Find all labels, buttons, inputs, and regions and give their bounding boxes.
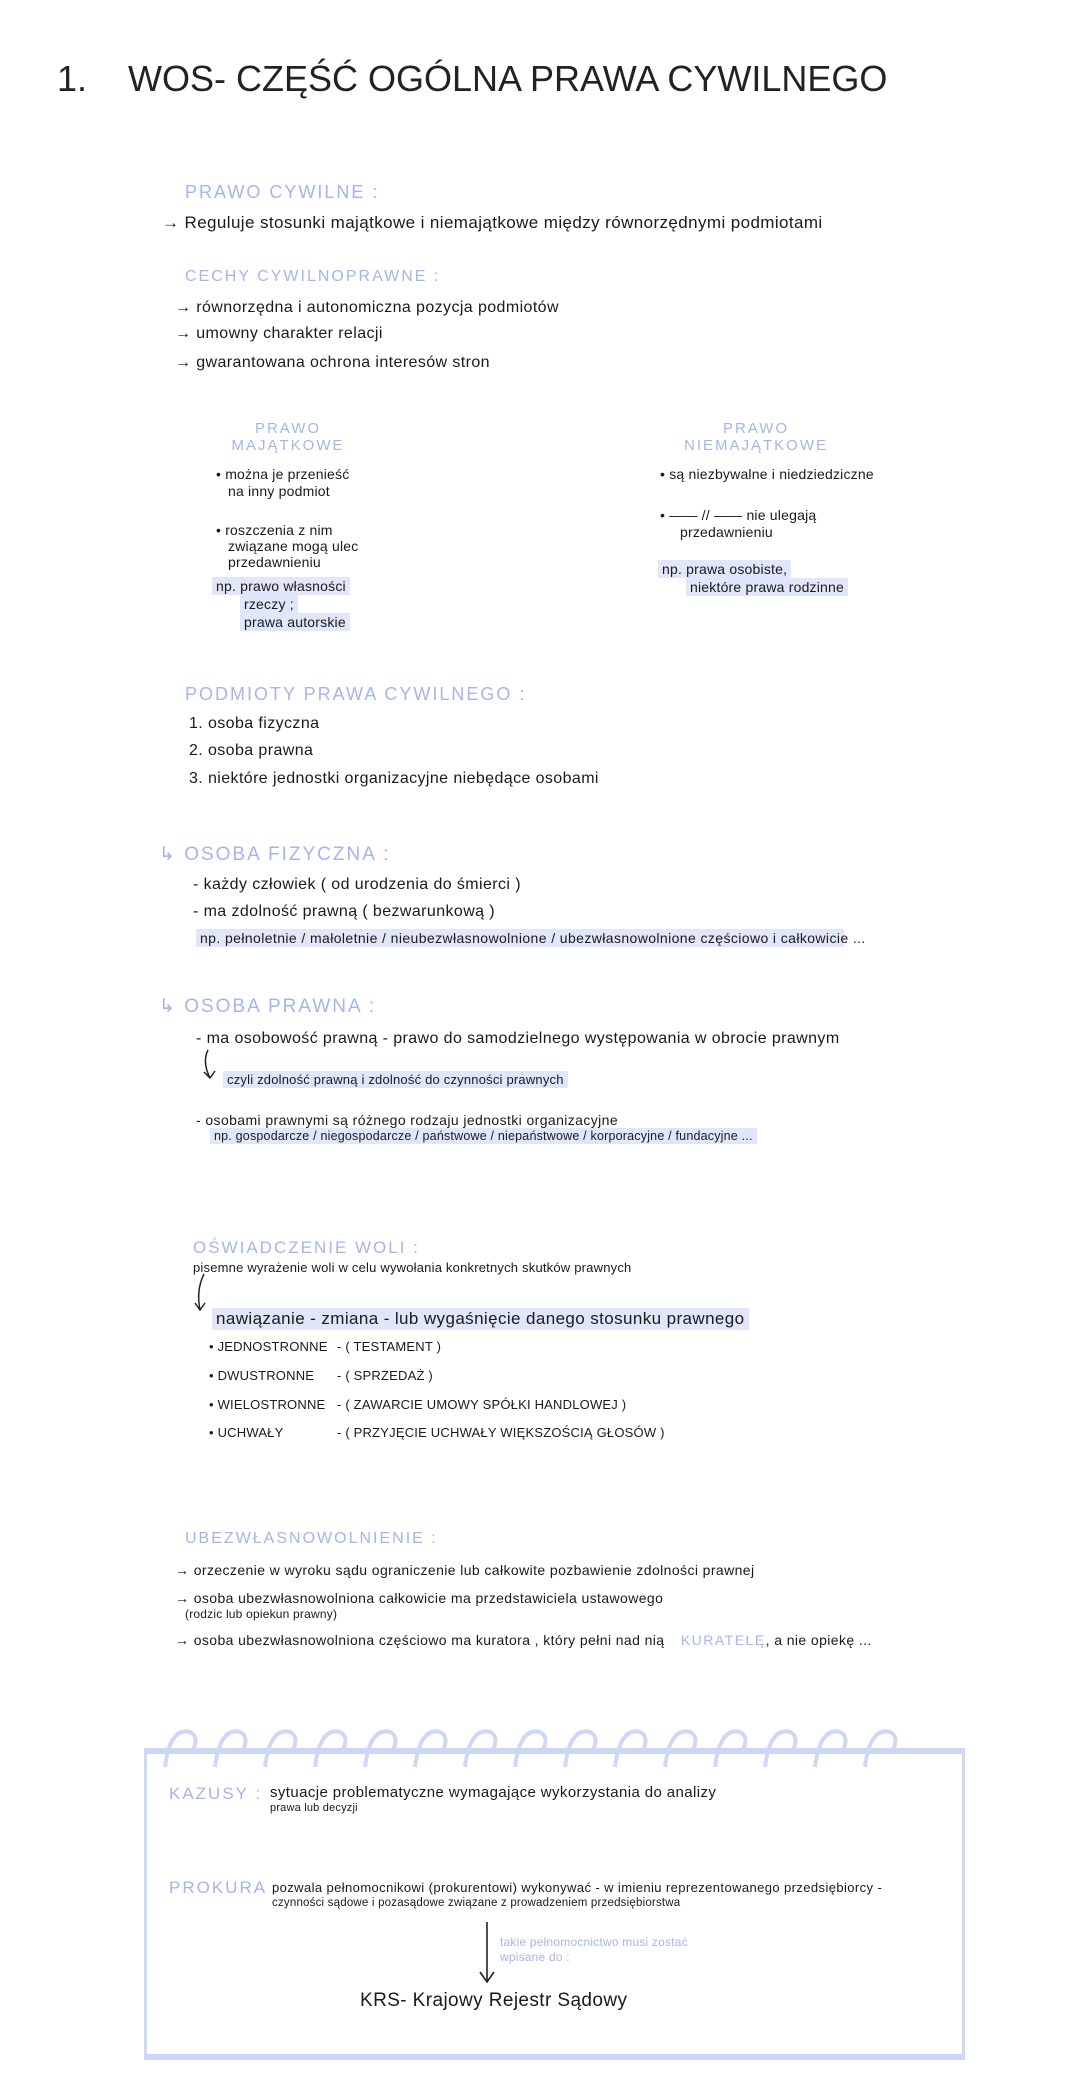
type-name: • UCHWAŁY bbox=[209, 1425, 284, 1440]
heading-osoba-prawna: ↳ OSOBA PRAWNA : bbox=[159, 996, 377, 1017]
list-item bbox=[175, 1632, 872, 1648]
list-item-sub: (rodzic lub opiekun prawny) bbox=[185, 1607, 338, 1621]
example-text: rzeczy ; bbox=[240, 595, 298, 613]
bullet-text: związane mogą ulec bbox=[228, 538, 359, 554]
down-arrow-icon bbox=[478, 1920, 496, 1986]
type-example: - ( PRZYJĘCIE UCHWAŁY WIĘKSZOŚCIĄ GŁOSÓW ) bbox=[337, 1425, 665, 1440]
item-text: , a nie opiekę ... bbox=[765, 1632, 872, 1648]
note-text: takie pełnomocnictwo musi zostać bbox=[500, 1935, 688, 1949]
example-text: niektóre prawa rodzinne bbox=[686, 578, 848, 596]
type-name: • DWUSTRONNE bbox=[209, 1368, 315, 1383]
example-text: np. prawa osobiste, bbox=[658, 560, 791, 578]
list-item: - ma osobowość prawną - prawo do samodzielnego występowania w obrocie prawnym bbox=[196, 1030, 840, 1047]
curved-arrow-icon bbox=[200, 1048, 224, 1084]
list-item: → umowny charakter relacji bbox=[175, 325, 383, 342]
heading-majatkowe-2: MAJĄTKOWE bbox=[231, 437, 345, 454]
example-text: prawa autorskie bbox=[240, 613, 350, 631]
bullet-text: na inny podmiot bbox=[228, 483, 330, 499]
prokura-subtext: czynności sądowe i pozasądowe związane z prowadzeniem przedsiębiorstwa bbox=[272, 1897, 681, 1909]
effect-text: nawiązanie - zmiana - lub wygaśnięcie danego stosunku prawnego bbox=[212, 1308, 749, 1330]
heading-osoba-fizyczna: ↳ OSOBA FIZYCZNA : bbox=[159, 844, 391, 865]
heading-oswiadczenie: OŚWIADCZENIE WOLI : bbox=[193, 1238, 420, 1257]
prokura-label: PROKURA : bbox=[169, 1878, 280, 1897]
heading-ubezwlasnowolnienie: UBEZWŁASNOWOLNIENIE : bbox=[185, 1530, 438, 1547]
list-item: - osobami prawnymi są różnego rodzaju jednostki organizacyjne bbox=[196, 1112, 619, 1128]
type-name: • WIELOSTRONNE bbox=[209, 1397, 326, 1412]
example-text: np. prawo własności bbox=[212, 577, 350, 595]
highlight-word: KURATELĘ bbox=[680, 1632, 766, 1648]
bullet-text: przedawnieniu bbox=[228, 554, 321, 570]
list-item: → gwarantowana ochrona interesów stron bbox=[175, 354, 490, 371]
note-text: wpisane do : bbox=[500, 1950, 570, 1964]
kazusy-subtext: prawa lub decyzji bbox=[270, 1802, 358, 1814]
heading-niemajatkowe-2: NIEMAJĄTKOWE bbox=[683, 437, 829, 454]
example-text: np. pełnoletnie / małoletnie / nieubezwłasnowolnione / ubezwłasnowolnione częściowo i całkowicie ... bbox=[196, 929, 844, 947]
definition-prawo-cywilne: → Reguluje stosunki majątkowe i niemajątkowe między równorzędnymi podmiotami bbox=[162, 213, 823, 232]
explanation-text: czyli zdolność prawną i zdolność do czynności prawnych bbox=[223, 1071, 568, 1088]
heading-cechy: CECHY CYWILNOPRAWNE : bbox=[185, 268, 441, 285]
type-example: - ( SPRZEDAŻ ) bbox=[337, 1368, 433, 1383]
heading-niemajatkowe-1: PRAWO bbox=[722, 420, 790, 437]
list-item: 1. osoba fizyczna bbox=[189, 715, 320, 732]
kazusy-text: sytuacje problematyczne wymagające wykorzystania do analizy bbox=[270, 1784, 717, 1801]
bullet-text: • są niezbywalne i niedziedziczne bbox=[660, 466, 874, 482]
type-example: - ( ZAWARCIE UMOWY SPÓŁKI HANDLOWEJ ) bbox=[337, 1397, 627, 1412]
bullet-text: • można je przenieść bbox=[216, 466, 350, 482]
type-name: • JEDNOSTRONNE bbox=[209, 1339, 328, 1354]
kazusy-label: KAZUSY : bbox=[169, 1784, 263, 1803]
heading-podmioty: PODMIOTY PRAWA CYWILNEGO : bbox=[185, 684, 527, 704]
type-example: - ( TESTAMENT ) bbox=[337, 1339, 442, 1354]
heading-prawo-cywilne: PRAWO CYWILNE : bbox=[185, 182, 380, 202]
heading-majatkowe-1: PRAWO bbox=[254, 420, 322, 437]
item-text: → osoba ubezwłasnowolniona częściowo ma kuratora , który pełni nad nią bbox=[175, 1632, 665, 1648]
bullet-text: • —— // —— nie ulegają bbox=[660, 507, 817, 523]
page-title: WOS- CZĘŚĆ OGÓLNA PRAWA CYWILNEGO bbox=[128, 58, 888, 99]
example-text: np. gospodarcze / niegospodarcze / państwowe / niepaństwowe / korporacyjne / fundacyjne ... bbox=[210, 1128, 757, 1144]
section-number: 1. bbox=[57, 58, 88, 99]
krs-text: KRS- Krajowy Rejestr Sądowy bbox=[360, 1990, 628, 2011]
list-item: → równorzędna i autonomiczna pozycja podmiotów bbox=[175, 299, 559, 316]
list-item: 3. niektóre jednostki organizacyjne niebędące osobami bbox=[189, 770, 599, 787]
list-item: → osoba ubezwłasnowolniona całkowicie ma przedstawiciela ustawowego bbox=[175, 1590, 664, 1606]
bullet-text: przedawnieniu bbox=[680, 524, 773, 540]
bullet-text: • roszczenia z nim bbox=[216, 522, 333, 538]
list-item: 2. osoba prawna bbox=[189, 742, 314, 759]
spiral-binding-icon bbox=[160, 1722, 950, 1772]
list-item: - ma zdolność prawną ( bezwarunkową ) bbox=[193, 903, 496, 920]
prokura-text: pozwala pełnomocnikowi (prokurentowi) wykonywać - w imieniu reprezentowanego przedsiębiorcy - bbox=[272, 1880, 883, 1895]
list-item: → orzeczenie w wyroku sądu ograniczenie lub całkowite pozbawienie zdolności prawnej bbox=[175, 1562, 755, 1578]
definition-text: pisemne wyrażenie woli w celu wywołania konkretnych skutków prawnych bbox=[193, 1260, 632, 1275]
list-item: - każdy człowiek ( od urodzenia do śmierci ) bbox=[193, 876, 521, 893]
